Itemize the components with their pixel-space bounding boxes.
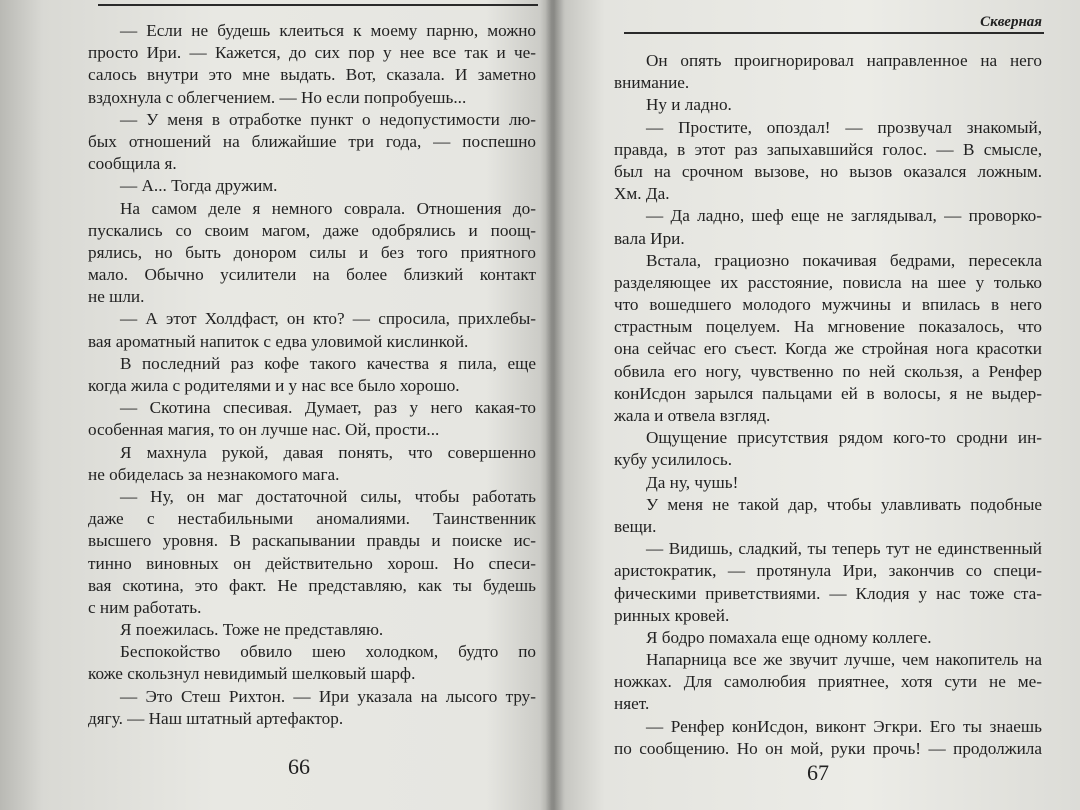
text-line: вещи. (614, 516, 657, 536)
text-line: Ну и ладно. (646, 95, 732, 115)
text-line: фическими приветствиями. — Клодия у нас тоже ста- (614, 583, 1042, 603)
text-line: Хм. Да. (614, 184, 670, 204)
text-line: Я махнула рукой, давая понять, что совершенно (120, 442, 536, 462)
text-line: кубу усилилось. (614, 450, 733, 470)
text-line: ринных кровей. (614, 605, 730, 625)
text-line: внимание. (614, 73, 690, 93)
text-line: бых отношений на ближайшие три года, — поспешно (88, 131, 536, 151)
text-line: сообщила я. (88, 154, 177, 174)
text-line: ножках. Для самолюбия приятнее, хотя сути не ме- (614, 672, 1042, 692)
text-line: У меня не такой дар, чтобы улавливать подобные (646, 494, 1042, 514)
text-line: — А этот Холдфаст, он кто? — спросила, прихлебы- (120, 309, 536, 329)
text-line: — Видишь, сладкий, ты теперь тут не единственный (646, 539, 1042, 559)
text-line: был на срочном вызове, но вызов оказался ложным. (614, 161, 1042, 181)
text-line: высшего уровня. В раскапывании правды и поиске ис- (88, 531, 536, 551)
right-page-number: 67 (807, 760, 829, 785)
text-line: правда, в этот раз запыхавшийся голос. — В смысле, (614, 139, 1042, 159)
text-line: салось внутри это мне выдать. Вот, сказала. И заметно (88, 65, 536, 85)
text-line: страстным поцелуем. На мгновение показалось, что (614, 317, 1042, 337)
right-page-text (614, 50, 1042, 760)
text-line: по сообщению. Но он мой, руки прочь! — продолжила (614, 738, 1042, 758)
text-line: мало. Обычно усилители на более близкий контакт (88, 265, 536, 285)
text-line: няет. (614, 694, 650, 714)
text-line: вая скотина, это факт. Не представляю, как ты будешь (88, 575, 536, 595)
text-line: Я бодро помахала еще одному коллеге. (646, 627, 932, 647)
text-line: дягу. — Наш штатный артефактор. (88, 708, 344, 728)
text-line: — Ренфер конИсдон, виконт Эгкри. Его ты знаешь (646, 716, 1042, 736)
text-line: аристократик, — протянула Ири, закончив со специ- (614, 561, 1042, 581)
text-line: На самом деле я немного соврала. Отношения до- (120, 198, 536, 218)
text-line: не шли. (88, 287, 145, 307)
text-line: Я поежилась. Тоже не представляю. (120, 620, 384, 640)
text-line: Встала, грациозно покачивая бедрами, пересекла (646, 250, 1042, 270)
text-line: Да ну, чушь! (646, 472, 739, 492)
text-line: она сейчас его съест. Когда же стройная нога красотки (614, 339, 1042, 359)
text-line: — У меня в отработке пункт о недопустимости лю- (120, 109, 536, 129)
text-line: — Если не будешь клеиться к моему парню, можно (120, 21, 536, 40)
text-line: — Простите, опоздал! — прозвучал знакомый, (646, 117, 1042, 137)
text-line: когда жила с родителями и у нас все было хорошо. (88, 376, 460, 395)
text-line: жала и отвела взгляд. (614, 406, 771, 425)
text-line: даже с нестабильными аномалиями. Таинственник (88, 509, 536, 529)
text-line: — Ну, он маг достаточной силы, чтобы работать (120, 486, 536, 506)
text-line: вала Ири. (614, 228, 685, 248)
text-line: обвила его ногу, чувственно по ней скользя, а Ренфер (614, 361, 1042, 381)
text-line: Он опять проигнорировал направленное на него (646, 51, 1042, 70)
text-line: рялись, но быть донором силы и без того приятного (88, 242, 536, 262)
text-line: что вошедшего молодого мужчины и впилась в него (614, 295, 1042, 315)
text-line: разделяющее их расстояние, повисла на шее у только (614, 272, 1042, 292)
text-line: коже скользнул невидимый шелковый шарф. (88, 664, 416, 684)
text-line: пускались со своим магом, даже одобрялись и поощ- (88, 220, 536, 240)
text-line: конИсдон зарылся пальцами ей в волосы, я не выдер- (614, 383, 1042, 403)
text-line: с ним работать. (88, 597, 202, 617)
left-page-text (88, 20, 536, 730)
left-header-rule (98, 4, 538, 6)
text-line: тинно виновных он действительно хорош. Но спеси- (88, 553, 536, 573)
text-line: Беспокойство обвило шею холодком, будто по (120, 642, 536, 662)
right-header-rule (624, 32, 1044, 34)
running-head: Скверная (980, 14, 1042, 30)
left-page-number: 66 (288, 754, 310, 779)
text-line: — Скотина спесивая. Думает, раз у него какая-то (120, 398, 536, 418)
text-line: особенная магия, то он лучше нас. Ой, прости... (88, 420, 440, 440)
book-gutter (540, 0, 566, 810)
text-line: — А... Тогда дружим. (120, 176, 278, 196)
text-line: В последний раз кофе такого качества я пила, еще (120, 353, 536, 373)
text-line: — Да ладно, шеф еще не заглядывал, — проворко- (646, 206, 1042, 226)
text-line: вая ароматный напиток с едва уловимой кислинкой. (88, 331, 469, 351)
text-line: вздохнула с облегчением. — Но если попробуешь... (88, 87, 467, 107)
text-line: Напарница все же звучит лучше, чем накопитель на (646, 650, 1042, 670)
text-line: — Это Стеш Рихтон. — Ири указала на лысого тру- (120, 686, 536, 706)
text-line: не обиделась за незнакомого мага. (88, 464, 340, 484)
text-line: Ощущение присутствия рядом кого-то сродни ин- (646, 428, 1042, 448)
text-line: просто Ири. — Кажется, до сих пор у нее все так и че- (88, 43, 536, 63)
